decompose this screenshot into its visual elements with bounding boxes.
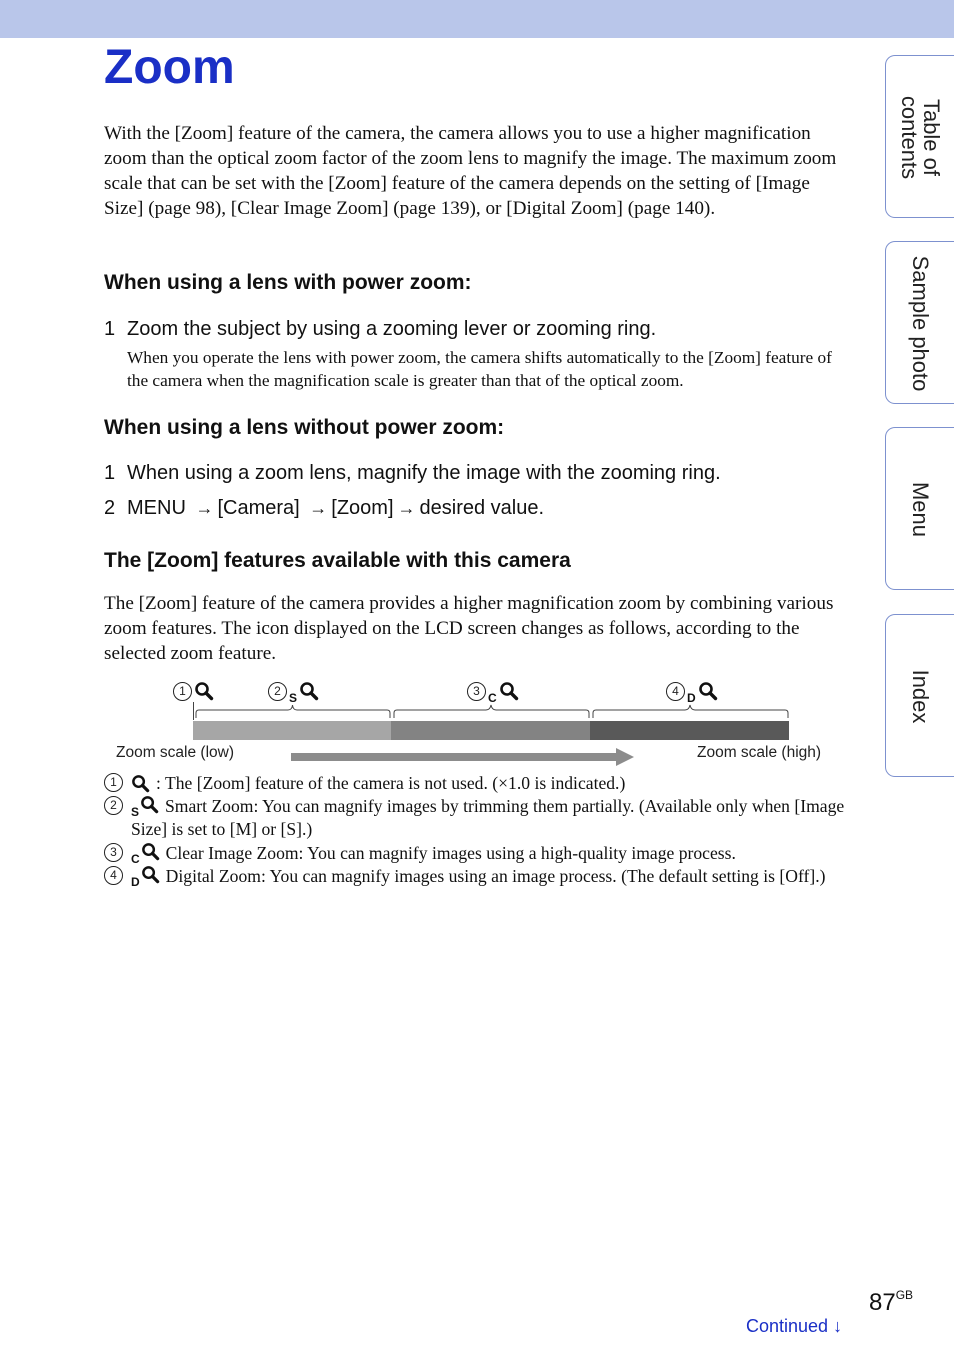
menu-path-zoom: [Zoom] bbox=[331, 497, 394, 519]
zoom-direction-arrow bbox=[291, 748, 634, 766]
page-number-value: 87 bbox=[869, 1289, 896, 1316]
icon-list-item-2 bbox=[104, 795, 849, 841]
tab-label: Menu bbox=[908, 481, 934, 538]
item-number: 1 bbox=[104, 773, 123, 792]
item-number: 2 bbox=[104, 796, 123, 815]
step-number: 1 bbox=[104, 462, 116, 484]
arrow-right-icon: → bbox=[309, 498, 328, 518]
header-band bbox=[0, 0, 954, 38]
zoom-scale-high-label: Zoom scale (high) bbox=[697, 744, 822, 761]
item-text: Smart Zoom: You can magnify images by trimming them partially. (Available only when [Image Size] is set to [M] or [S].) bbox=[131, 796, 845, 839]
marker-number: 3 bbox=[467, 682, 486, 701]
item-text: Clear Image Zoom: You can magnify images using a high-quality image process. bbox=[165, 843, 736, 863]
menu-path-menu: MENU bbox=[127, 497, 186, 519]
icon-letter: S bbox=[131, 805, 140, 819]
no-power-step-1 bbox=[104, 460, 721, 486]
tab-menu[interactable] bbox=[885, 427, 954, 590]
arrow-down-icon: ↓ bbox=[833, 1316, 843, 1336]
marker-letter: S bbox=[289, 691, 298, 705]
icon-letter: C bbox=[131, 852, 140, 866]
page-number-suffix: GB bbox=[895, 1288, 914, 1302]
arrow-right-icon: → bbox=[397, 498, 416, 518]
marker-number: 1 bbox=[173, 682, 192, 701]
smart-zoom-icon bbox=[131, 795, 159, 819]
clear-image-zoom-icon bbox=[131, 842, 160, 866]
step-number: 1 bbox=[104, 318, 116, 340]
step-text: Zoom the subject by using a zooming lever or zooming ring. bbox=[127, 318, 657, 340]
zoom-bar-digital bbox=[590, 721, 789, 740]
menu-path-value: desired value. bbox=[419, 497, 545, 519]
item-text: : The [Zoom] feature of the camera is not used. (×1.0 is indicated.) bbox=[156, 773, 626, 793]
marker-letter: C bbox=[488, 691, 497, 705]
range-brackets bbox=[194, 702, 789, 720]
item-text: Digital Zoom: You can magnify images using an image process. (The default setting is [Off].) bbox=[165, 866, 826, 886]
tab-sample-photo[interactable] bbox=[885, 241, 954, 404]
menu-path-camera: [Camera] bbox=[217, 497, 300, 519]
icon-list-item-1 bbox=[104, 772, 849, 795]
zoom-scale-low-label: Zoom scale (low) bbox=[116, 744, 234, 761]
intro-paragraph: With the [Zoom] feature of the camera, the camera allows you to use a higher magnification zoom than the optical zoom factor of the zoom lens to magnify the image. The maximum zoom scale that can be set with the [Zoom] feature of the camera depends on the setting of [Image Size] (page 98), [Clear Image Zoom] (page 139), or [Digital Zoom] (page 140). bbox=[104, 123, 837, 219]
power-step-1 bbox=[104, 316, 656, 342]
step-text: When using a zoom lens, magnify the image with the zooming ring. bbox=[127, 462, 721, 484]
marker-number: 2 bbox=[268, 682, 287, 701]
continued-label: Continued bbox=[746, 1316, 829, 1336]
power-zoom-note: When you operate the lens with power zoom, the camera shifts automatically to the [Zoom] feature of the camera when the magnification scale is greater than that of the optical zoom. bbox=[127, 348, 832, 390]
tab-table-of-contents[interactable] bbox=[885, 55, 954, 218]
icon-list-item-3 bbox=[104, 842, 849, 865]
magnifier-icon bbox=[131, 774, 150, 793]
step-number: 2 bbox=[104, 497, 116, 519]
tab-label: Table of contents bbox=[897, 95, 945, 180]
marker-number: 4 bbox=[666, 682, 685, 701]
tab-index[interactable] bbox=[885, 614, 954, 777]
heading-no-power-zoom: When using a lens without power zoom: bbox=[104, 416, 505, 439]
zoom-scale-diagram bbox=[0, 672, 954, 772]
zoom-bar-clear-image bbox=[391, 721, 590, 740]
arrow-right-icon: → bbox=[195, 498, 214, 518]
icon-letter: D bbox=[131, 875, 140, 889]
features-paragraph: The [Zoom] feature of the camera provides a higher magnification zoom by combining various zoom features. The icon displayed on the LCD screen changes as follows, according to the selected zoom feature. bbox=[104, 593, 834, 664]
heading-zoom-features: The [Zoom] features available with this camera bbox=[104, 549, 571, 572]
continued-link[interactable] bbox=[746, 1316, 842, 1337]
zoom-bar-smart bbox=[193, 721, 391, 740]
item-number: 3 bbox=[104, 843, 123, 862]
item-number: 4 bbox=[104, 866, 123, 885]
page-title: Zoom bbox=[104, 41, 235, 94]
icon-list-item-4 bbox=[104, 865, 849, 888]
no-power-step-2 bbox=[104, 495, 544, 521]
digital-zoom-icon bbox=[131, 865, 160, 889]
marker-letter: D bbox=[687, 691, 696, 705]
tab-label: Index bbox=[908, 669, 934, 724]
page-number bbox=[869, 1281, 913, 1317]
tab-label: Sample photo bbox=[908, 255, 934, 392]
heading-power-zoom: When using a lens with power zoom: bbox=[104, 271, 472, 294]
